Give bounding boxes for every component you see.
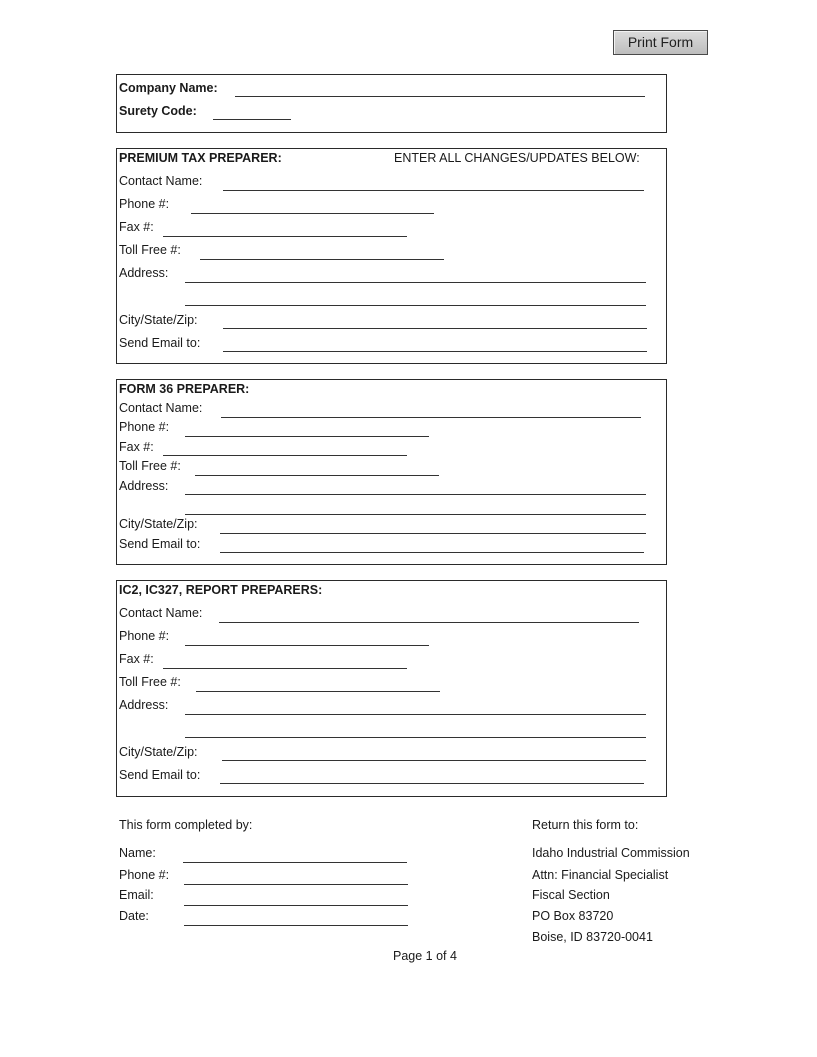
- contact-name-field[interactable]: [219, 622, 639, 623]
- toll-free-field[interactable]: [200, 259, 444, 260]
- phone-label: Phone #:: [119, 197, 170, 211]
- contact-name-label: Contact Name:: [119, 174, 203, 188]
- toll-free-field[interactable]: [196, 691, 440, 692]
- completed-email-label: Email:: [119, 888, 154, 902]
- completed-date-label: Date:: [119, 909, 149, 923]
- return-address-line: Attn: Financial Specialist: [532, 868, 669, 882]
- ic2-report-preparers-section: [116, 580, 667, 797]
- surety-code-field[interactable]: [213, 119, 291, 120]
- premium-tax-preparer-section: [116, 148, 667, 364]
- send-email-label: Send Email to:: [119, 537, 201, 551]
- return-address-line: PO Box 83720: [532, 909, 614, 923]
- address-field-line-1[interactable]: [185, 282, 646, 283]
- address-field-line-1[interactable]: [185, 714, 646, 715]
- completed-phone-label: Phone #:: [119, 868, 170, 882]
- fax-field[interactable]: [163, 236, 407, 237]
- address-label: Address:: [119, 479, 169, 493]
- company-section: [116, 74, 667, 133]
- send-email-label: Send Email to:: [119, 336, 201, 350]
- return-address-line: Fiscal Section: [532, 888, 610, 902]
- completed-name-field[interactable]: [183, 862, 407, 863]
- completed-by-heading: This form completed by:: [119, 818, 253, 832]
- toll-free-label: Toll Free #:: [119, 459, 181, 473]
- city-state-zip-field[interactable]: [220, 533, 646, 534]
- phone-label: Phone #:: [119, 420, 170, 434]
- toll-free-label: Toll Free #:: [119, 675, 181, 689]
- company-name-field[interactable]: [235, 96, 645, 97]
- toll-free-label: Toll Free #:: [119, 243, 181, 257]
- fax-label: Fax #:: [119, 440, 154, 454]
- section-title: IC2, IC327, REPORT PREPARERS:: [119, 583, 323, 597]
- address-field-line-1[interactable]: [185, 494, 646, 495]
- phone-field[interactable]: [191, 213, 434, 214]
- address-field-line-2[interactable]: [185, 514, 646, 515]
- page-number: Page 1 of 4: [393, 949, 457, 963]
- send-email-field[interactable]: [220, 552, 644, 553]
- return-address-line: Boise, ID 83720-0041: [532, 930, 653, 944]
- print-form-button[interactable]: Print Form: [613, 30, 708, 55]
- completed-phone-field[interactable]: [184, 884, 408, 885]
- instruction-text: ENTER ALL CHANGES/UPDATES BELOW:: [394, 151, 640, 165]
- city-state-zip-field[interactable]: [222, 760, 646, 761]
- city-state-zip-label: City/State/Zip:: [119, 517, 198, 531]
- fax-field[interactable]: [163, 668, 407, 669]
- completed-date-field[interactable]: [184, 925, 408, 926]
- surety-code-label: Surety Code:: [119, 104, 197, 118]
- toll-free-field[interactable]: [195, 475, 439, 476]
- send-email-field[interactable]: [223, 351, 647, 352]
- contact-name-field[interactable]: [221, 417, 641, 418]
- section-title: PREMIUM TAX PREPARER:: [119, 151, 282, 165]
- return-address-line: Idaho Industrial Commission: [532, 846, 690, 860]
- address-field-line-2[interactable]: [185, 737, 646, 738]
- contact-name-label: Contact Name:: [119, 606, 203, 620]
- address-field-line-2[interactable]: [185, 305, 646, 306]
- form-36-preparer-section: [116, 379, 667, 565]
- phone-field[interactable]: [185, 436, 429, 437]
- section-title: FORM 36 PREPARER:: [119, 382, 250, 396]
- fax-label: Fax #:: [119, 652, 154, 666]
- completed-email-field[interactable]: [184, 905, 408, 906]
- contact-name-field[interactable]: [223, 190, 644, 191]
- city-state-zip-label: City/State/Zip:: [119, 313, 198, 327]
- fax-label: Fax #:: [119, 220, 154, 234]
- address-label: Address:: [119, 266, 169, 280]
- phone-field[interactable]: [185, 645, 429, 646]
- city-state-zip-label: City/State/Zip:: [119, 745, 198, 759]
- fax-field[interactable]: [163, 455, 407, 456]
- city-state-zip-field[interactable]: [223, 328, 647, 329]
- completed-name-label: Name:: [119, 846, 156, 860]
- company-name-label: Company Name:: [119, 81, 218, 95]
- phone-label: Phone #:: [119, 629, 170, 643]
- contact-name-label: Contact Name:: [119, 401, 203, 415]
- address-label: Address:: [119, 698, 169, 712]
- send-email-field[interactable]: [220, 783, 644, 784]
- send-email-label: Send Email to:: [119, 768, 201, 782]
- return-heading: Return this form to:: [532, 818, 639, 832]
